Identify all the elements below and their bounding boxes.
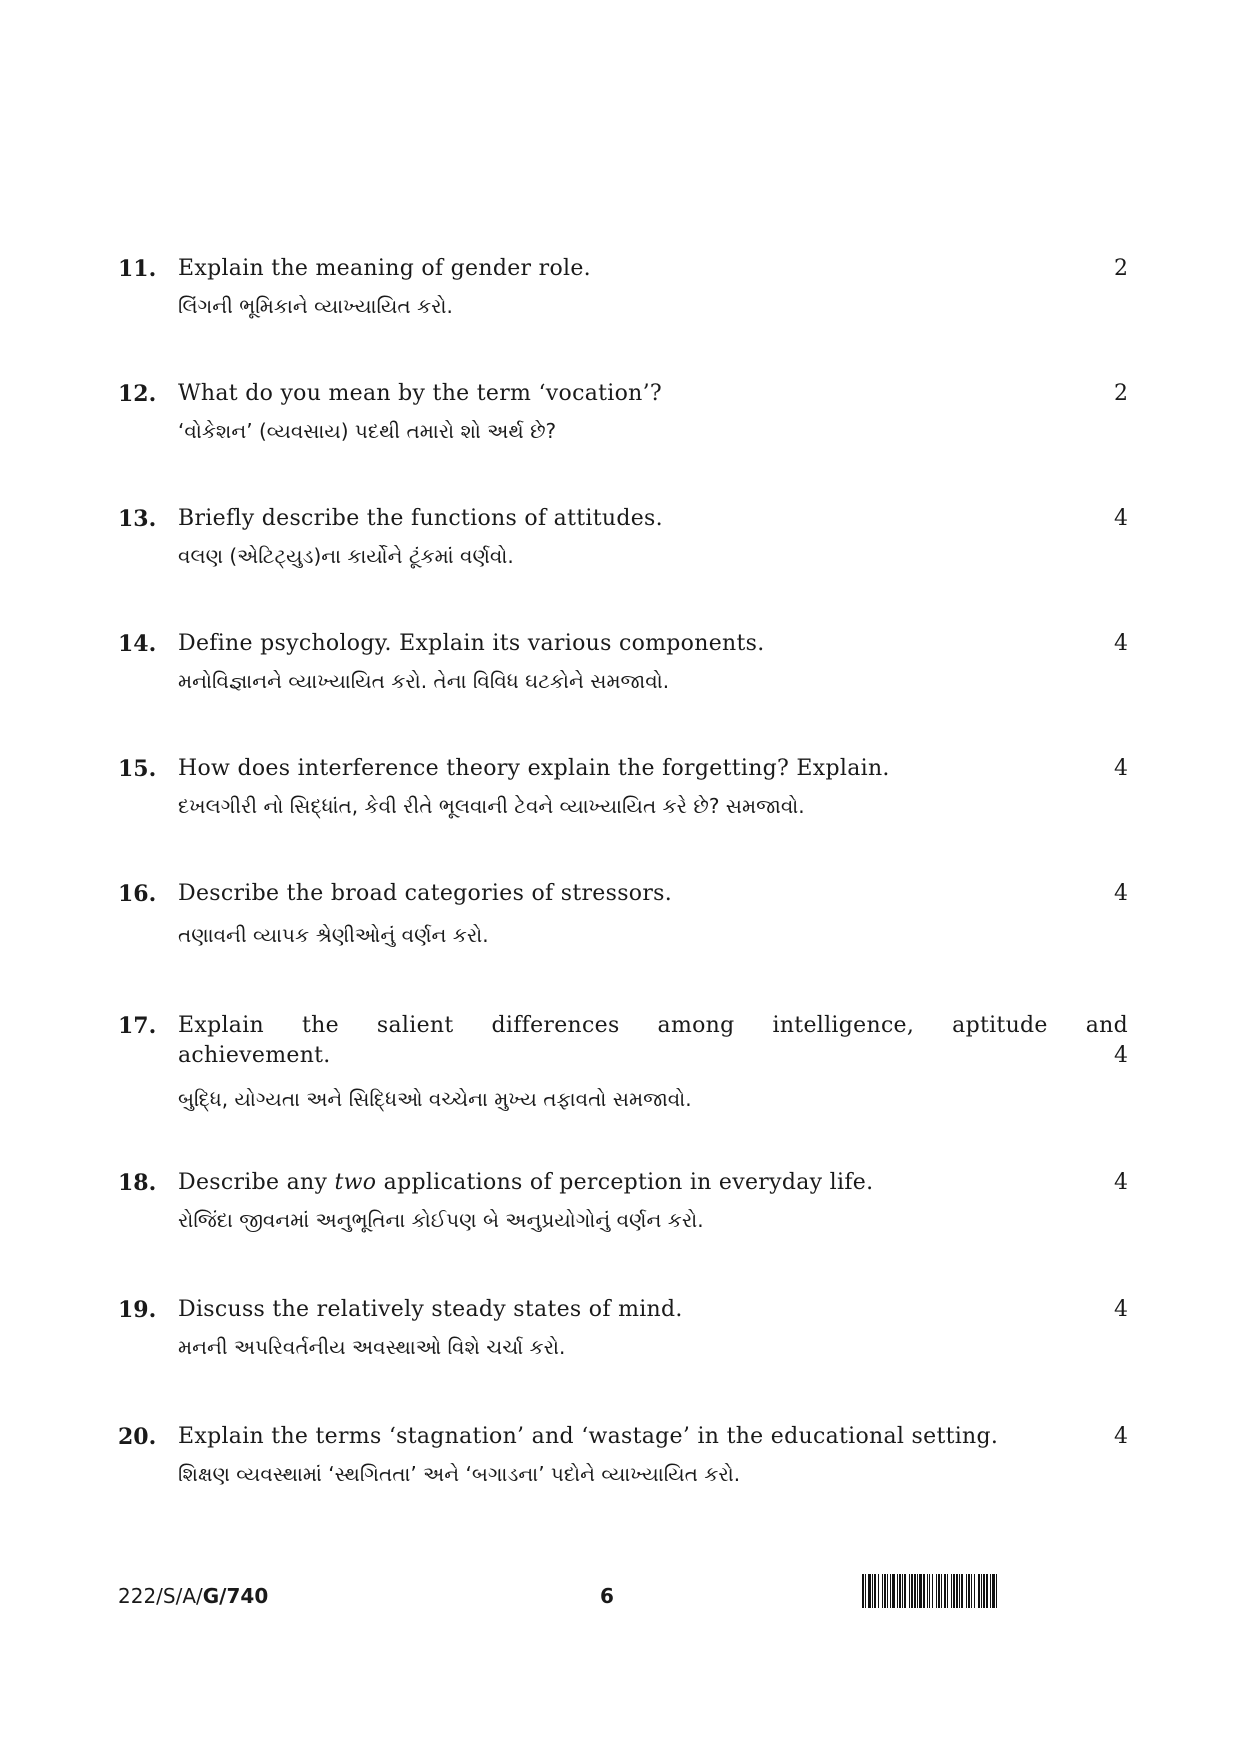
- page-number: 6: [600, 1584, 614, 1608]
- question-text-english: [178, 1168, 1038, 1198]
- question-marks: 4: [1114, 881, 1128, 906]
- question-number: 15.: [118, 756, 157, 782]
- question-text-english: How does interference theory explain the forgetting? Explain.: [178, 756, 890, 781]
- question-number: 12.: [118, 381, 157, 407]
- question-text-gujarati: શિક્ષણ વ્યવસ્થામાં ‘સ્થગિતતા’ અને ‘બગાડના’ પદોને વ્યાખ્યાયિત કરો.: [178, 1462, 741, 1486]
- question-text-english: Discuss the relatively steady states of mind.: [178, 1297, 683, 1322]
- question-marks: 4: [1114, 1170, 1128, 1195]
- question-text-english: Briefly describe the functions of attitudes.: [178, 506, 663, 531]
- question-number: 14.: [118, 631, 157, 657]
- question-text-english: Explain the salient differences among intelligence, aptitude and: [178, 1013, 1128, 1038]
- question-number: 11.: [118, 256, 157, 282]
- paper-code-bold: G/740: [202, 1584, 269, 1608]
- question-text-english: What do you mean by the term ‘vocation’?: [178, 381, 662, 406]
- barcode-bar: [997, 1574, 999, 1608]
- question-text-gujarati: રોજિંદા જીવનમાં અનુભૂતિના કોઈપણ બે અનુપ્રયોગોનું વર્ણન કરો.: [178, 1208, 704, 1232]
- question-number: 20.: [118, 1424, 157, 1450]
- question-marks: 2: [1114, 381, 1128, 406]
- paper-code: [118, 1582, 268, 1610]
- question-text-gujarati: લિંગની ભૂમિકાને વ્યાખ્યાયિત કરો.: [178, 294, 453, 318]
- question-number: 13.: [118, 506, 157, 532]
- question-text-gujarati: દખલગીરી નો સિદ્ધાંત, કેવી રીતે ભૂલવાની ટેવને વ્યાખ્યાયિત કરે છે? સમજાવો.: [178, 794, 805, 818]
- question-text-gujarati: વલણ (એટિટ્યુડ)ના કાર્યોને ટૂંકમાં વર્ણવો.: [178, 544, 514, 568]
- question-text-english: Explain the terms ‘stagnation’ and ‘wastage’ in the educational setting.: [178, 1424, 999, 1449]
- paper-code-prefix: 222/S/A/: [118, 1584, 203, 1608]
- question-number: 19.: [118, 1297, 157, 1323]
- question-marks: 4: [1114, 506, 1128, 531]
- question-text-gujarati: મનોવિજ્ઞાનને વ્યાખ્યાયિત કરો. તેના વિવિધ ઘટકોને સમજાવો.: [178, 669, 670, 693]
- question-marks: 4: [1114, 756, 1128, 781]
- question-text-english: Describe the broad categories of stressors.: [178, 881, 673, 906]
- question-text-english: Explain the meaning of gender role.: [178, 256, 591, 281]
- question-text-part: Describe any: [178, 1170, 335, 1195]
- question-text-gujarati: મનની અપરિવર્તનીય અવસ્થાઓ વિશે ચર્ચા કરો.: [178, 1335, 566, 1359]
- question-marks: 4: [1114, 1297, 1128, 1322]
- question-text-gujarati: બુદ્ધિ, યોગ્યતા અને સિદ્ધિઓ વચ્ચેના મુખ્ય તફાવતો સમજાવો.: [178, 1087, 692, 1111]
- question-marks: 2: [1114, 256, 1128, 281]
- question-number: 16.: [118, 881, 157, 907]
- question-number: 18.: [118, 1170, 157, 1196]
- question-text-english: Define psychology. Explain its various components.: [178, 631, 765, 656]
- question-text-emphasis: two: [334, 1170, 377, 1195]
- question-text-part: applications of perception in everyday life.: [376, 1170, 874, 1195]
- question-text-english-continued: achievement.: [178, 1043, 331, 1068]
- question-marks: 4: [1114, 1424, 1128, 1449]
- question-text-gujarati: તણાવની વ્યાપક શ્રેણીઓનું વર્ણન કરો.: [178, 923, 489, 947]
- question-number: 17.: [118, 1013, 157, 1039]
- question-marks: 4: [1114, 631, 1128, 656]
- barcode-icon: [862, 1574, 1128, 1608]
- question-text-gujarati: ‘વોકેશન’ (વ્યવસાય) પદથી તમારો શો અર્થ છે?: [178, 419, 557, 443]
- question-marks: 4: [1114, 1043, 1128, 1068]
